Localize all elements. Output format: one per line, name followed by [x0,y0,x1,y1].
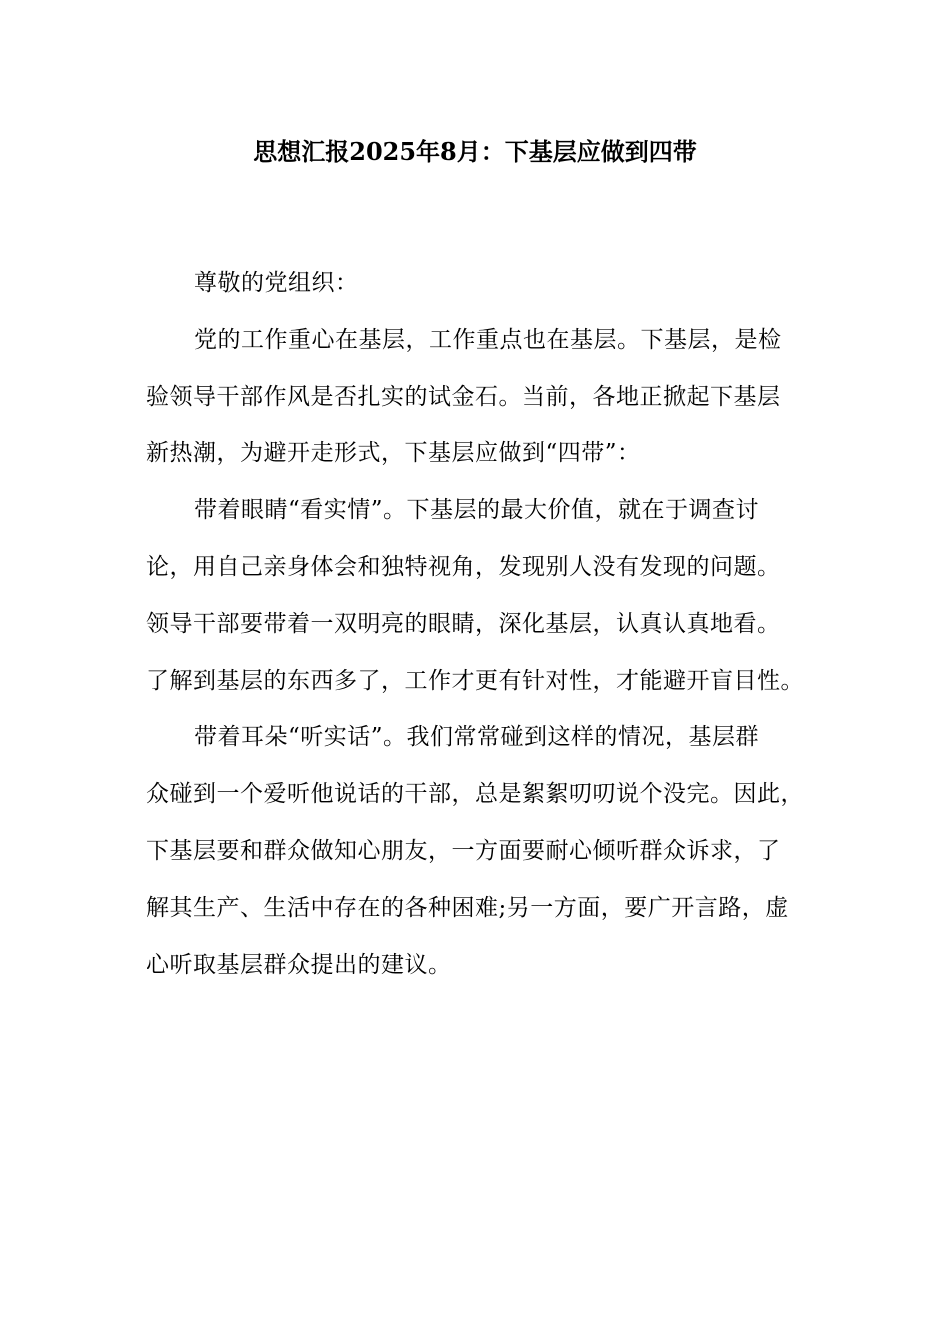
paragraph-1 [146,312,814,482]
document-title: 思想汇报2025年8月：下基层应做到四带 [253,137,697,166]
paragraph-2 [146,482,814,709]
paragraph-line: 带着耳朵“听实话”。我们常常碰到这样的情况，基层群 [194,724,760,751]
paragraph-line: 解其生产、生活中存在的各种困难;另一方面，要广开言路，虚 [146,894,789,921]
paragraph-line: 验领导干部作风是否扎实的试金石。当前，各地正掀起下基层 [146,383,781,410]
paragraph-line: 党的工作重心在基层，工作重点也在基层。下基层，是检 [194,326,782,353]
paragraph-line: 论，用自己亲身体会和独特视角，发现别人没有发现的问题。 [146,553,781,580]
paragraph-line: 下基层要和群众做知心朋友，一方面要耐心倾听群众诉求，了 [146,837,781,864]
paragraph-line: 领导干部要带着一双明亮的眼睛，深化基层，认真认真地看。 [146,610,781,637]
paragraph-line: 带着眼睛“看实情”。下基层的最大价值，就在于调查讨 [194,497,760,524]
paragraph-line: 新热潮，为避开走形式，下基层应做到“四带”： [146,440,641,467]
paragraph-line: 心听取基层群众提出的建议。 [146,951,452,978]
document-body [146,255,814,993]
paragraph-line: 了解到基层的东西多了，工作才更有针对性，才能避开盲目性。 [146,667,804,694]
paragraph-line: 众碰到一个爱听他说话的干部，总是絮絮叨叨说个没完。因此， [146,781,804,808]
salutation [146,255,814,312]
salutation-line: 尊敬的党组织： [194,270,359,296]
paragraph-3 [146,709,814,993]
